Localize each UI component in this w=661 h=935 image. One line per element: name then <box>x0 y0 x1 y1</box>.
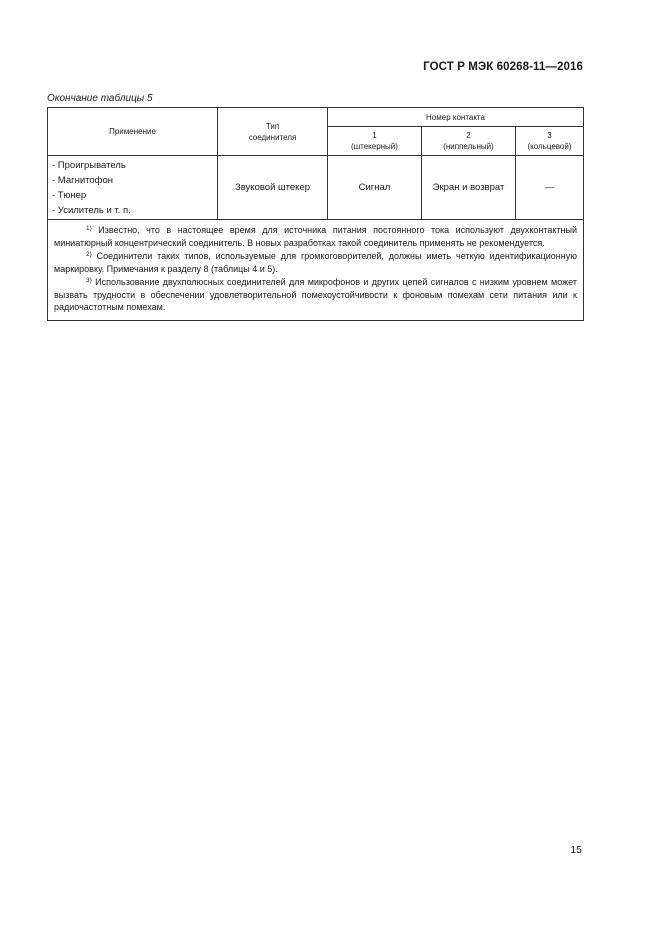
application-item: - Усилитель и т. п. <box>52 205 131 216</box>
contact-2-cell: Экран и возврат <box>422 156 516 220</box>
document-code-header: ГОСТ Р МЭК 60268-11—2016 <box>423 61 583 73</box>
contact-1-name: (штекерный) <box>351 142 398 151</box>
connector-type-cell: Звуковой штекер <box>218 156 328 220</box>
header-contact-3 <box>516 127 584 156</box>
connector-table <box>47 107 584 321</box>
contact-1-number: 1 <box>372 131 377 140</box>
page-number: 15 <box>570 844 582 856</box>
contact-3-number: 3 <box>547 131 552 140</box>
notes-row <box>48 220 584 321</box>
header-contact-1 <box>328 127 422 156</box>
application-item: - Тюнер <box>52 190 87 201</box>
footnote-2-mark: 2) <box>86 251 92 258</box>
contact-1-cell: Сигнал <box>328 156 422 220</box>
application-item: - Проигрыватель <box>52 160 126 171</box>
table-caption: Окончание таблицы 5 <box>47 93 153 104</box>
header-connector-type: Тип соединителя <box>218 108 328 156</box>
header-contact-2 <box>422 127 516 156</box>
contact-2-name: (ниппельный) <box>443 142 494 151</box>
footnote-3 <box>54 276 577 314</box>
footnote-1 <box>54 224 577 249</box>
footnote-3-mark: 3) <box>86 277 92 284</box>
contact-2-number: 2 <box>466 131 471 140</box>
application-item: - Магнитофон <box>52 175 113 186</box>
header-application: Применение <box>48 108 218 156</box>
contact-3-name: (кольцевой) <box>527 142 572 151</box>
footnote-2-text: Соединители таких типов, используемые для громкоговорителей, должны иметь четкую идентификационную маркировку. Примечания к разделу 8 (таблицы 4 и 5). <box>54 251 577 274</box>
header-contact-number: Номер контакта <box>328 108 584 127</box>
footnotes <box>48 220 584 321</box>
application-list <box>48 156 218 220</box>
footnote-1-mark: 1) <box>86 225 92 232</box>
footnote-1-text: Известно, что в настоящее время для источника питания постоянного тока используют двухконтактный миниатюрный концентрический соединитель. В новых разработках такой соединитель применять не рекомендуется. <box>54 225 577 248</box>
contact-3-cell: — <box>516 156 584 220</box>
footnote-3-text: Использование двухполюсных соединителей для микрофонов и других цепей сигналов с низким уровнем может вызвать трудности в обеспечении удовлетворительной помехоустойчивости к фоновым помехам сети питания или к радиочастотным помехам. <box>54 277 577 312</box>
table-row <box>48 156 584 220</box>
footnote-2 <box>54 250 577 275</box>
